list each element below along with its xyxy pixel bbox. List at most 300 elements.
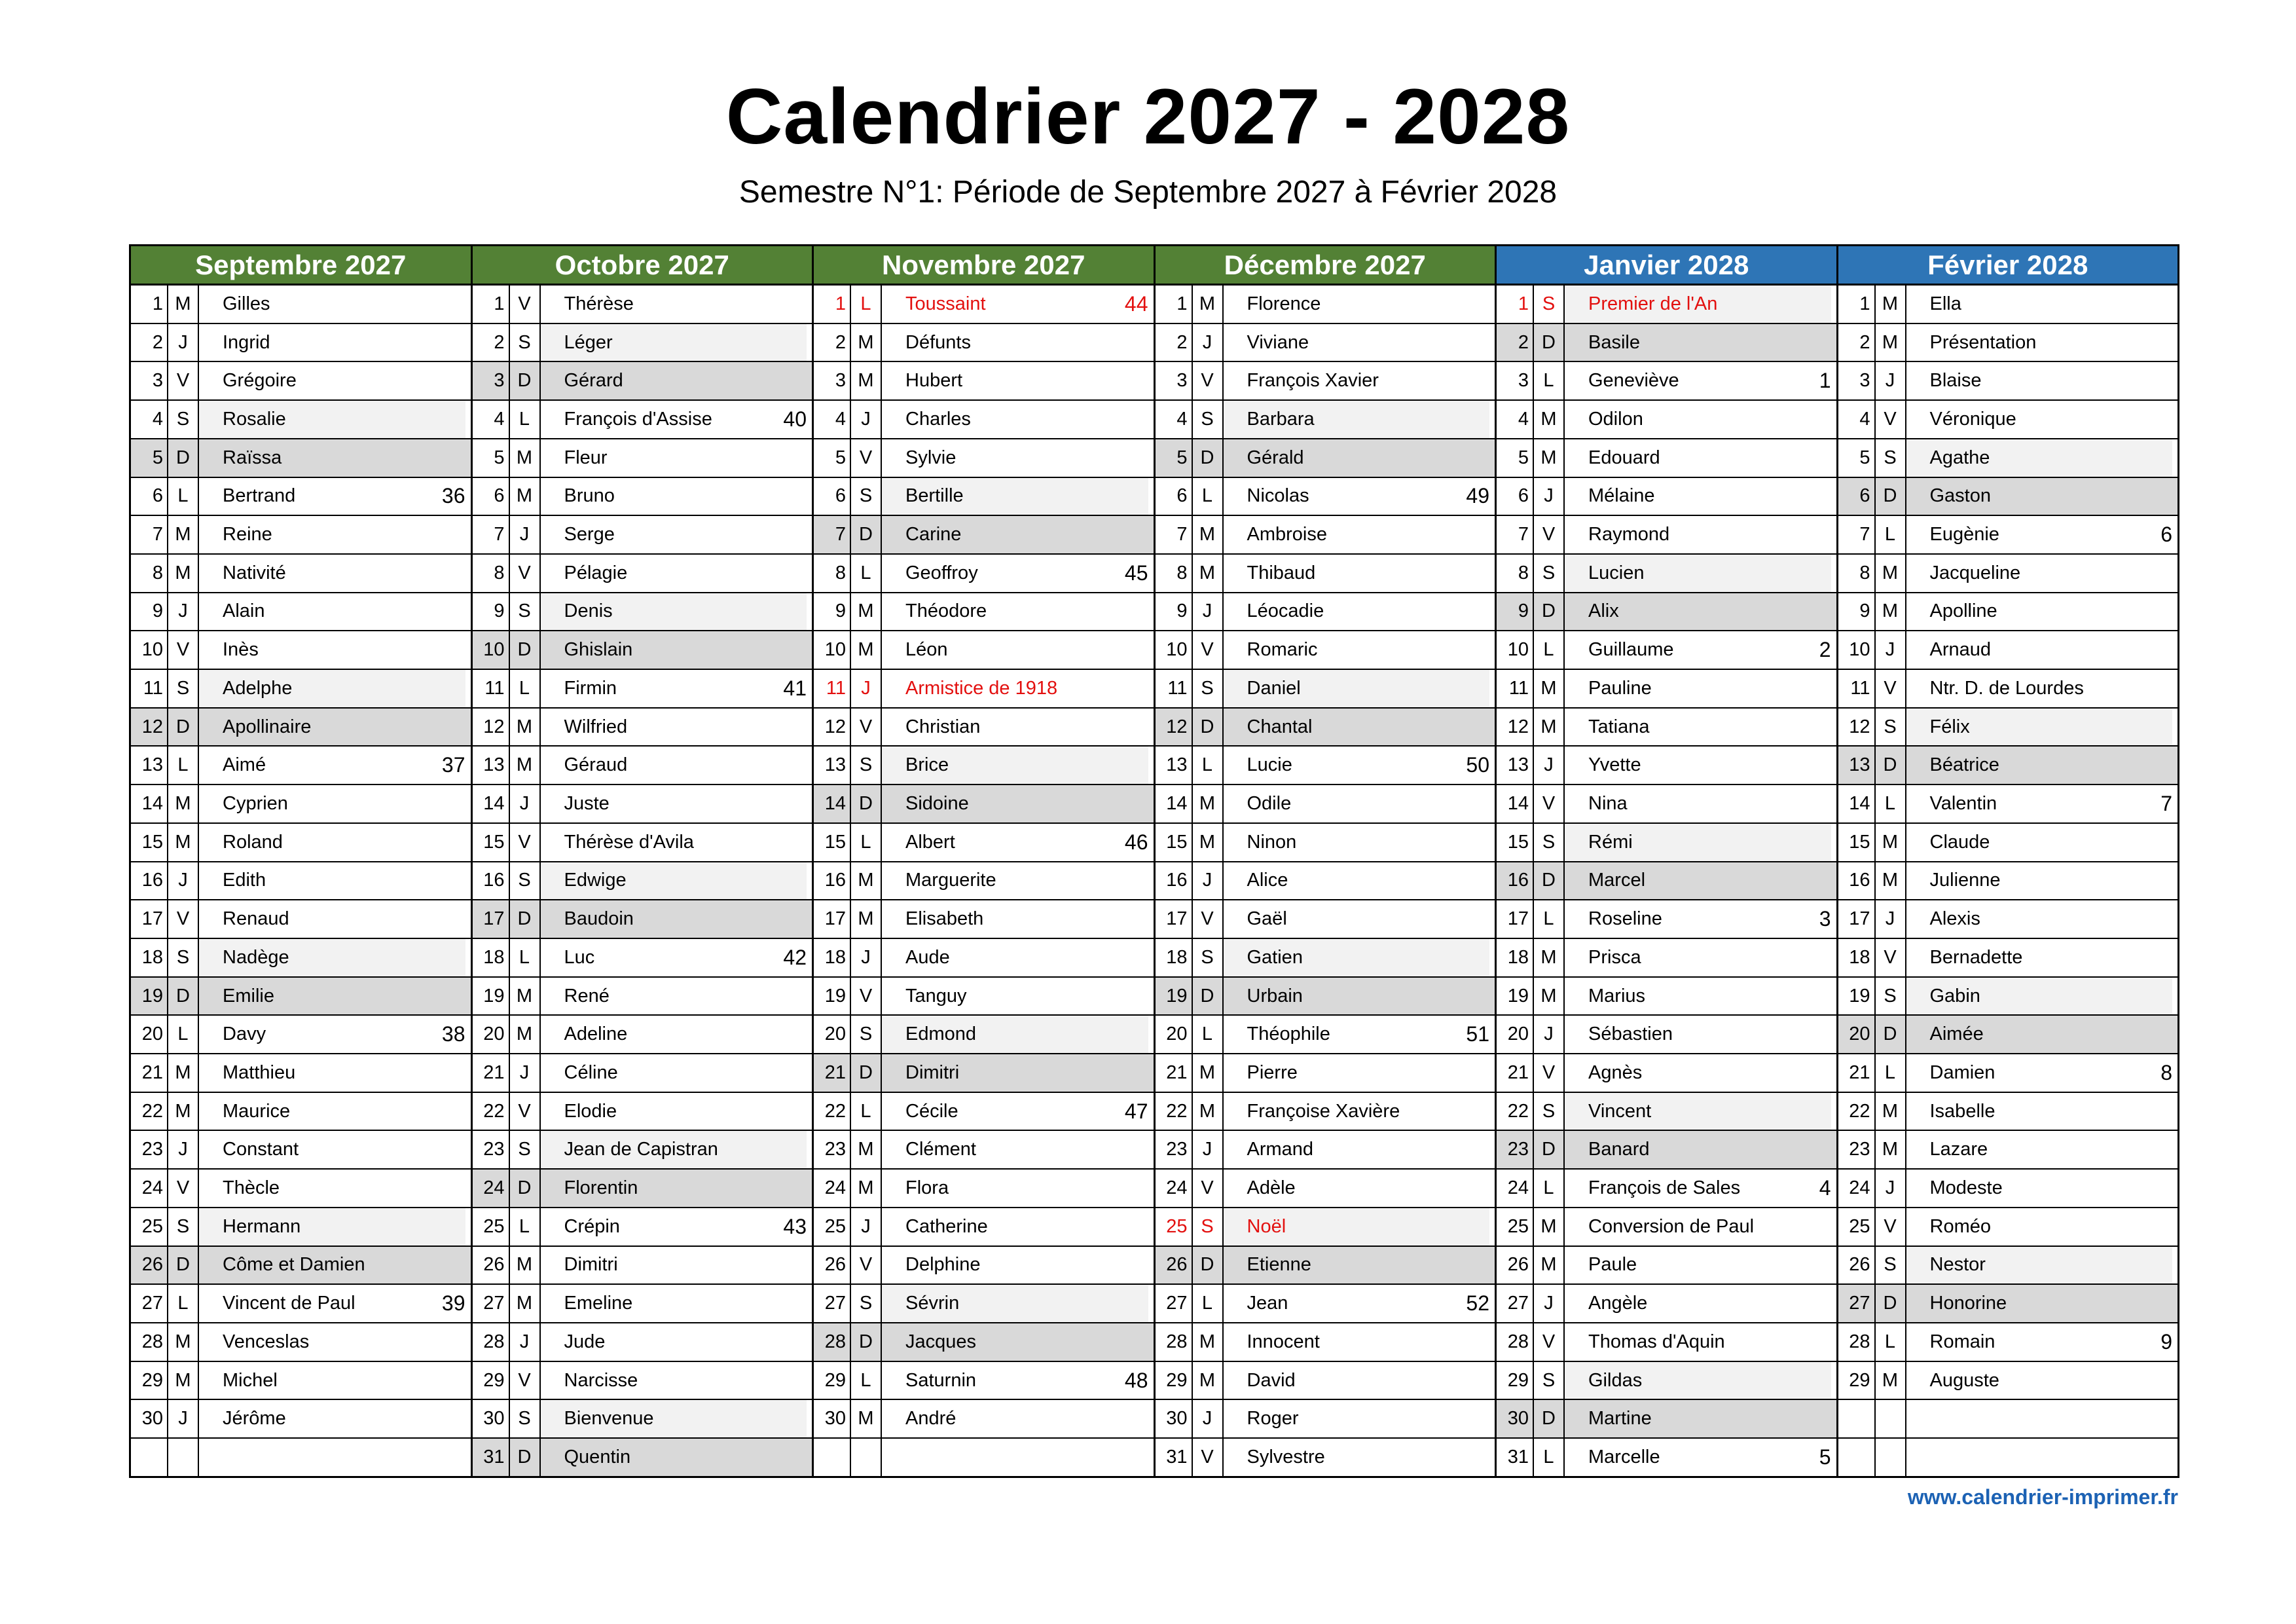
day-row xyxy=(1838,361,2178,399)
month-column xyxy=(1836,246,2178,1476)
weekday-letter: V xyxy=(510,555,541,592)
week-number xyxy=(2172,631,2178,669)
week-number xyxy=(1148,1439,1154,1476)
day-number: 14 xyxy=(1156,785,1193,822)
week-number xyxy=(465,1131,471,1168)
saint-name: Thècle xyxy=(223,1177,280,1199)
day-number: 17 xyxy=(814,900,851,938)
day-row xyxy=(1497,1361,1836,1399)
day-row xyxy=(814,1246,1154,1284)
weekday-letter: M xyxy=(1876,324,1906,361)
week-number xyxy=(807,1054,812,1092)
saint-name: Lazare xyxy=(1929,1139,1988,1160)
day-number: 3 xyxy=(1497,362,1534,399)
day-row xyxy=(1156,938,1495,976)
saint-name: Isabelle xyxy=(1929,1100,1995,1122)
week-number xyxy=(1831,286,1836,323)
day-row xyxy=(473,1399,812,1437)
saint-name: Brice xyxy=(882,747,1148,784)
saint-name: Jean de Capistran xyxy=(541,1131,807,1168)
week-number: 4 xyxy=(1819,1176,1831,1200)
day-row xyxy=(473,899,812,938)
day-row xyxy=(814,861,1154,900)
saint-name xyxy=(199,1439,465,1476)
week-number xyxy=(2172,709,2178,746)
week-number xyxy=(1489,362,1495,399)
day-row xyxy=(473,1322,812,1361)
day-row xyxy=(473,976,812,1015)
saint-name: Edwige xyxy=(541,862,807,900)
saint-name: Léon xyxy=(905,639,948,661)
day-row xyxy=(1156,1283,1495,1322)
saint-name: Denis xyxy=(541,593,807,631)
week-number xyxy=(1489,1439,1495,1476)
weekday-letter: S xyxy=(1534,1362,1565,1399)
week-number xyxy=(1831,709,1836,746)
saint-name: Roseline xyxy=(1588,908,1662,930)
saint-name: Modeste xyxy=(1929,1177,2003,1199)
week-number xyxy=(465,1054,471,1092)
day-number: 15 xyxy=(131,824,168,861)
weekday-letter: J xyxy=(1193,1400,1224,1437)
week-number xyxy=(2172,900,2178,938)
saint-name: Sévrin xyxy=(882,1285,1148,1322)
website-link[interactable]: www.calendrier-imprimer.fr xyxy=(1907,1485,2178,1509)
week-number xyxy=(1489,1208,1495,1246)
week-number xyxy=(1148,1016,1154,1053)
day-number: 27 xyxy=(1838,1285,1876,1322)
week-number xyxy=(1831,401,1836,438)
day-number: 26 xyxy=(1497,1247,1534,1284)
weekday-letter: S xyxy=(1876,978,1906,1015)
day-number: 23 xyxy=(473,1131,510,1168)
day-number: 28 xyxy=(131,1323,168,1361)
weekday-letter: V xyxy=(1193,1439,1224,1476)
day-row xyxy=(1838,630,2178,669)
day-number: 17 xyxy=(131,900,168,938)
week-number xyxy=(465,670,471,707)
day-number: 14 xyxy=(1838,785,1876,822)
saint-name: Charles xyxy=(905,408,971,430)
weekday-letter: S xyxy=(510,1131,541,1168)
week-number xyxy=(1831,324,1836,361)
day-row xyxy=(473,286,812,323)
day-number: 14 xyxy=(1497,785,1534,822)
saint-name: Bienvenue xyxy=(541,1400,807,1437)
day-number: 27 xyxy=(814,1285,851,1322)
weekday-letter: D xyxy=(168,439,199,477)
week-number xyxy=(1148,1400,1154,1437)
weekday-letter: J xyxy=(168,593,199,631)
week-number xyxy=(1831,1016,1836,1053)
saint-name: Daniel xyxy=(1224,670,1490,707)
day-row xyxy=(1497,286,1836,323)
month-column xyxy=(1154,246,1495,1476)
day-row xyxy=(1838,286,2178,323)
saint-name: Thibaud xyxy=(1247,562,1316,583)
day-row xyxy=(814,592,1154,631)
day-row xyxy=(473,1437,812,1476)
saint-name: Raymond xyxy=(1588,524,1670,545)
day-number: 22 xyxy=(814,1093,851,1130)
day-number: 17 xyxy=(1497,900,1534,938)
saint-name: Baudoin xyxy=(564,908,634,930)
day-number: 18 xyxy=(131,939,168,976)
page-title: Calendrier 2027 - 2028 xyxy=(725,73,1571,160)
day-number: 21 xyxy=(1838,1054,1876,1092)
week-number xyxy=(465,785,471,822)
weekday-letter: D xyxy=(168,1247,199,1284)
week-number xyxy=(1831,747,1836,784)
week-number xyxy=(465,362,471,399)
week-number xyxy=(1831,1131,1836,1168)
day-number: 11 xyxy=(1497,670,1534,707)
weekday-letter: V xyxy=(168,362,199,399)
day-number: 10 xyxy=(1497,631,1534,669)
weekday-letter: J xyxy=(510,1054,541,1092)
weekday-letter: J xyxy=(1876,1170,1906,1207)
day-row xyxy=(1497,1092,1836,1130)
day-number: 24 xyxy=(131,1170,168,1207)
day-number: 12 xyxy=(1838,709,1876,746)
saint-name: Arnaud xyxy=(1929,639,1992,661)
saint-name: Michel xyxy=(223,1369,278,1391)
weekday-letter: L xyxy=(1534,1439,1565,1476)
week-number xyxy=(1831,862,1836,900)
saint-name: Vincent de Paul xyxy=(223,1293,355,1314)
day-row xyxy=(814,1399,1154,1437)
weekday-letter: L xyxy=(510,670,541,707)
week-number xyxy=(1148,670,1154,707)
day-number: 1 xyxy=(1156,286,1193,323)
day-number: 4 xyxy=(1156,401,1193,438)
weekday-letter: M xyxy=(168,1323,199,1361)
day-number: 14 xyxy=(814,785,851,822)
weekday-letter: V xyxy=(851,1247,882,1284)
day-number: 26 xyxy=(1156,1247,1193,1284)
saint-name: Rémi xyxy=(1565,824,1831,861)
week-number xyxy=(1831,824,1836,861)
saint-name: François d'Assise xyxy=(564,408,712,430)
day-number: 3 xyxy=(473,362,510,399)
weekday-letter: S xyxy=(851,478,882,515)
week-number xyxy=(1489,1093,1495,1130)
day-row xyxy=(814,1437,1154,1476)
week-number xyxy=(807,862,812,900)
saint-name: Françoise Xavière xyxy=(1247,1100,1400,1122)
saint-name: Marcelle xyxy=(1588,1446,1660,1467)
day-number: 19 xyxy=(1838,978,1876,1015)
saint-name: Damien xyxy=(1929,1061,1995,1083)
saint-name: Dimitri xyxy=(564,1254,618,1276)
week-number xyxy=(1148,1247,1154,1284)
day-number: 12 xyxy=(814,709,851,746)
saint-name: Thomas d'Aquin xyxy=(1588,1331,1725,1352)
week-number xyxy=(807,1131,812,1168)
day-number: 10 xyxy=(1838,631,1876,669)
weekday-letter: V xyxy=(1876,1208,1906,1246)
saint-name: Emeline xyxy=(564,1293,633,1314)
weekday-letter: V xyxy=(510,1362,541,1399)
saint-name: Grégoire xyxy=(223,370,297,392)
day-number: 11 xyxy=(1156,670,1193,707)
saint-name: Edouard xyxy=(1588,447,1660,468)
day-row xyxy=(1156,1399,1495,1437)
day-row xyxy=(1156,477,1495,515)
week-number xyxy=(1489,785,1495,822)
day-number: 26 xyxy=(814,1247,851,1284)
weekday-letter: L xyxy=(168,478,199,515)
day-number: 1 xyxy=(1497,286,1534,323)
day-number: 23 xyxy=(1156,1131,1193,1168)
day-row xyxy=(473,323,812,361)
day-row xyxy=(1156,784,1495,822)
day-row xyxy=(1497,361,1836,399)
week-number: 49 xyxy=(1466,484,1489,508)
saint-name: Adelphe xyxy=(199,670,465,707)
day-row xyxy=(1838,1399,2178,1437)
saint-name: Cyprien xyxy=(223,792,288,814)
day-number: 21 xyxy=(131,1054,168,1092)
weekday-letter: V xyxy=(1876,401,1906,438)
day-number: 4 xyxy=(473,401,510,438)
week-number xyxy=(2172,1439,2178,1476)
week-number xyxy=(807,478,812,515)
day-number: 28 xyxy=(814,1323,851,1361)
day-row xyxy=(473,938,812,976)
day-row xyxy=(1497,1399,1836,1437)
week-number xyxy=(1489,978,1495,1015)
week-number xyxy=(2172,862,2178,900)
week-number xyxy=(2172,1362,2178,1399)
day-row xyxy=(1156,976,1495,1015)
day-number: 2 xyxy=(1497,324,1534,361)
day-row xyxy=(1497,1246,1836,1284)
day-row xyxy=(1497,1437,1836,1476)
day-number: 31 xyxy=(473,1439,510,1476)
day-number: 8 xyxy=(1838,555,1876,592)
day-row xyxy=(1497,1283,1836,1322)
day-number: 10 xyxy=(131,631,168,669)
saint-name: Juste xyxy=(564,792,610,814)
saint-name: Yvette xyxy=(1588,754,1641,776)
day-number: 22 xyxy=(1838,1093,1876,1130)
day-row xyxy=(131,861,471,900)
week-number xyxy=(1831,1247,1836,1284)
day-number: 15 xyxy=(473,824,510,861)
week-number xyxy=(1489,709,1495,746)
day-number: 28 xyxy=(473,1323,510,1361)
saint-name: Hubert xyxy=(905,370,963,392)
weekday-letter: J xyxy=(1193,593,1224,631)
weekday-letter: J xyxy=(510,785,541,822)
day-number: 21 xyxy=(1156,1054,1193,1092)
week-number xyxy=(2172,939,2178,976)
weekday-letter: M xyxy=(1876,593,1906,631)
week-number xyxy=(2172,555,2178,592)
saint-name: Viviane xyxy=(1247,331,1309,353)
weekday-letter: S xyxy=(851,1016,882,1053)
week-number xyxy=(1489,1362,1495,1399)
day-row xyxy=(131,1283,471,1322)
week-number xyxy=(1148,1131,1154,1168)
weekday-letter: L xyxy=(851,1362,882,1399)
week-number xyxy=(465,1170,471,1207)
weekday-letter: M xyxy=(510,1247,541,1284)
weekday-letter: D xyxy=(1534,324,1565,361)
weekday-letter: L xyxy=(1193,1285,1224,1322)
day-row xyxy=(814,323,1154,361)
week-number xyxy=(1489,516,1495,553)
weekday-letter: S xyxy=(851,747,882,784)
saint-name: Ninon xyxy=(1247,831,1297,853)
saint-name: Urbain xyxy=(1247,985,1303,1006)
weekday-letter: J xyxy=(1534,747,1565,784)
weekday-letter: V xyxy=(1876,670,1906,707)
weekday-letter: M xyxy=(168,1093,199,1130)
saint-name: Théophile xyxy=(1247,1024,1330,1045)
saint-name: Apollinaire xyxy=(223,716,312,737)
saint-name: Aimée xyxy=(1929,1024,1984,1045)
week-number xyxy=(807,1285,812,1322)
day-number: 3 xyxy=(1156,362,1193,399)
day-number: 16 xyxy=(131,862,168,900)
saint-name: Sylvestre xyxy=(1247,1446,1325,1467)
week-number xyxy=(465,824,471,861)
day-number: 6 xyxy=(814,478,851,515)
weekday-letter: L xyxy=(1534,362,1565,399)
weekday-letter: M xyxy=(1193,555,1224,592)
day-number: 20 xyxy=(1156,1016,1193,1053)
weekday-letter xyxy=(1876,1400,1906,1437)
saint-name: Maurice xyxy=(223,1100,291,1122)
weekday-letter: D xyxy=(168,978,199,1015)
saint-name: Conversion de Paul xyxy=(1588,1215,1755,1237)
weekday-letter: J xyxy=(1193,1131,1224,1168)
day-number: 20 xyxy=(1838,1016,1876,1053)
day-row xyxy=(1156,1168,1495,1207)
day-row xyxy=(1838,1361,2178,1399)
day-row xyxy=(814,515,1154,553)
week-number xyxy=(2172,478,2178,515)
month-column xyxy=(131,246,471,1476)
day-row xyxy=(1838,323,2178,361)
weekday-letter: M xyxy=(851,1400,882,1437)
day-number: 15 xyxy=(1838,824,1876,861)
day-number: 25 xyxy=(814,1208,851,1246)
day-row xyxy=(1497,938,1836,976)
saint-name: Bertille xyxy=(882,478,1148,515)
day-number: 17 xyxy=(1838,900,1876,938)
day-number: 21 xyxy=(814,1054,851,1092)
week-number xyxy=(2172,1208,2178,1246)
day-number: 31 xyxy=(1156,1439,1193,1476)
day-row xyxy=(1497,822,1836,861)
saint-name: Gildas xyxy=(1565,1362,1831,1399)
week-number xyxy=(807,439,812,477)
week-number xyxy=(1148,1323,1154,1361)
day-number: 27 xyxy=(1497,1285,1534,1322)
weekday-letter: V xyxy=(510,824,541,861)
day-row xyxy=(473,1283,812,1322)
weekday-letter: V xyxy=(1534,1323,1565,1361)
day-number: 8 xyxy=(1497,555,1534,592)
weekday-letter: V xyxy=(1876,939,1906,976)
day-row xyxy=(131,784,471,822)
day-row xyxy=(1497,1322,1836,1361)
day-row xyxy=(814,361,1154,399)
day-row xyxy=(1497,707,1836,746)
week-number xyxy=(2172,1247,2178,1284)
week-number: 44 xyxy=(1124,291,1148,316)
day-number: 18 xyxy=(473,939,510,976)
day-row xyxy=(131,938,471,976)
saint-name: Pélagie xyxy=(564,562,628,583)
week-number xyxy=(807,286,812,323)
week-number xyxy=(807,1016,812,1053)
day-row xyxy=(1838,669,2178,707)
day-number: 5 xyxy=(1156,439,1193,477)
weekday-letter: L xyxy=(851,824,882,861)
weekday-letter: J xyxy=(510,516,541,553)
day-number: 24 xyxy=(473,1170,510,1207)
calendar-grid xyxy=(129,244,2179,1478)
week-number xyxy=(2172,1016,2178,1053)
day-row xyxy=(473,707,812,746)
week-number xyxy=(807,631,812,669)
saint-name: Odilon xyxy=(1588,408,1643,430)
day-number: 8 xyxy=(473,555,510,592)
week-number xyxy=(1831,1323,1836,1361)
week-number xyxy=(2172,286,2178,323)
weekday-letter: L xyxy=(1534,900,1565,938)
week-number xyxy=(1148,900,1154,938)
weekday-letter: D xyxy=(1876,747,1906,784)
day-row xyxy=(131,1399,471,1437)
day-row xyxy=(1838,745,2178,784)
saint-name: Wilfried xyxy=(564,716,628,737)
week-number: 6 xyxy=(2160,523,2172,547)
day-row xyxy=(1156,745,1495,784)
weekday-letter: D xyxy=(851,516,882,553)
week-number: 7 xyxy=(2160,791,2172,815)
day-number: 7 xyxy=(473,516,510,553)
day-number: 25 xyxy=(1497,1208,1534,1246)
week-number xyxy=(465,324,471,361)
week-number xyxy=(465,939,471,976)
week-number: 36 xyxy=(441,484,465,508)
day-number: 9 xyxy=(1156,593,1193,631)
saint-name: André xyxy=(905,1408,957,1430)
day-row xyxy=(131,1053,471,1092)
saint-name: Ambroise xyxy=(1247,524,1327,545)
saint-name: Odile xyxy=(1247,792,1292,814)
week-number xyxy=(1831,555,1836,592)
week-number xyxy=(1489,1323,1495,1361)
weekday-letter xyxy=(168,1439,199,1476)
day-row xyxy=(814,438,1154,477)
weekday-letter: V xyxy=(1193,362,1224,399)
day-number: 19 xyxy=(814,978,851,1015)
day-number: 18 xyxy=(1838,939,1876,976)
saint-name: Ingrid xyxy=(223,331,270,353)
saint-name: Bernadette xyxy=(1929,946,2023,968)
weekday-letter: D xyxy=(1876,1285,1906,1322)
weekday-letter: M xyxy=(851,324,882,361)
day-number: 9 xyxy=(1838,593,1876,631)
day-number: 4 xyxy=(1497,401,1534,438)
week-number xyxy=(1148,516,1154,553)
